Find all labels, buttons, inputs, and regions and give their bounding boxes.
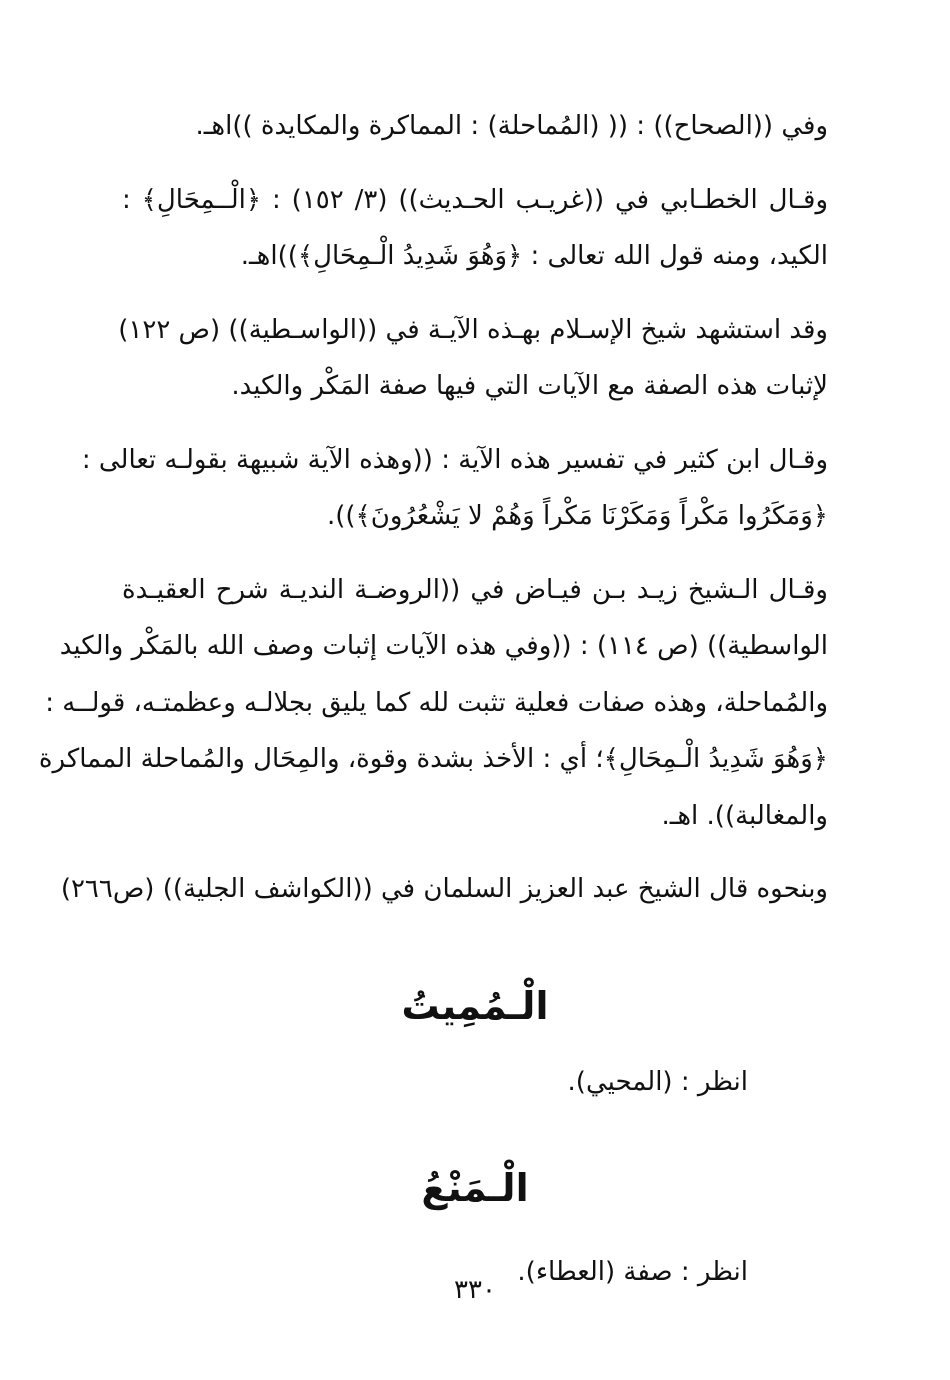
text-line: الكيد، ومنه قول الله تعالى : ﴿وَهُوَ شَدِيدُ الْـمِحَالِ﴾))اهـ. (240, 241, 828, 271)
cross-reference: انظر : صفة (العطاء). (517, 1256, 748, 1287)
text-line: وبنحوه قال الشيخ عبد العزيز السلمان في ((الكواشف الجلية)) (ص٢٦٦) (60, 874, 828, 904)
text-line: وفي ((الصحاح)) : (( (المُماحلة) : المماكرة والمكايدة ))اهـ. (195, 111, 828, 141)
cross-reference: انظر : (المحيي). (567, 1066, 748, 1097)
page-number: ٣٣٠ (454, 1275, 496, 1305)
section-heading-al-mumit: الْـمُمِيتُ (401, 983, 549, 1028)
paragraph-wasitiyya (118, 302, 828, 415)
section-heading-al-man: الْـمَنْعُ (421, 1165, 529, 1210)
paragraph-zaid-fayyad (38, 562, 828, 845)
paragraph-ibn-kathir (81, 432, 828, 545)
text-line: ﴿وَهُوَ شَدِيدُ الْـمِحَالِ﴾؛ أي : الأخذ بشدة وقوة، والمِحَال والمُماحلة المماكرة (38, 744, 828, 774)
text-line: والمُماحلة، وهذه صفات فعلية تثبت لله كما يليق بجلالـه وعظمتـه، قولــه : (45, 687, 828, 718)
paragraph-khattabi (122, 172, 828, 285)
paragraph-salman (60, 861, 828, 918)
text-line: وقد استشهد شيخ الإسـلام بهـذه الآيـة في ((الواسـطية)) (ص ١٢٢) (118, 314, 828, 345)
text-line: وقـال الـشيخ زيـد بـن فيـاض في ((الروضـة النديـة شرح العقيـدة (122, 574, 828, 605)
text-line: والمغالبة)). اهـ. (661, 800, 828, 831)
text-line: ﴿وَمَكَرُوا مَكْراً وَمَكَرْنَا مَكْراً وَهُمْ لا يَشْعُرُونَ﴾)). (327, 501, 828, 531)
text-line: وقـال الخطـابي في ((غريـب الحـديث)) (٣/ ١٥٢) : ﴿الْــمِحَالِ﴾ : (122, 184, 829, 215)
paragraph-sihah (122, 98, 828, 155)
text-line: الواسطية)) (ص ١١٤) : ((وفي هذه الآيات إثبات وصف الله بالمَكْر والكيد (59, 631, 828, 661)
text-line: وقـال ابن كثير في تفسير هذه الآية : ((وهذه الآية شبيهة بقولـه تعالى : (81, 444, 828, 475)
text-line: لإثبات هذه الصفة مع الآيات التي فيها صفة المَكْر والكيد. (231, 371, 828, 401)
